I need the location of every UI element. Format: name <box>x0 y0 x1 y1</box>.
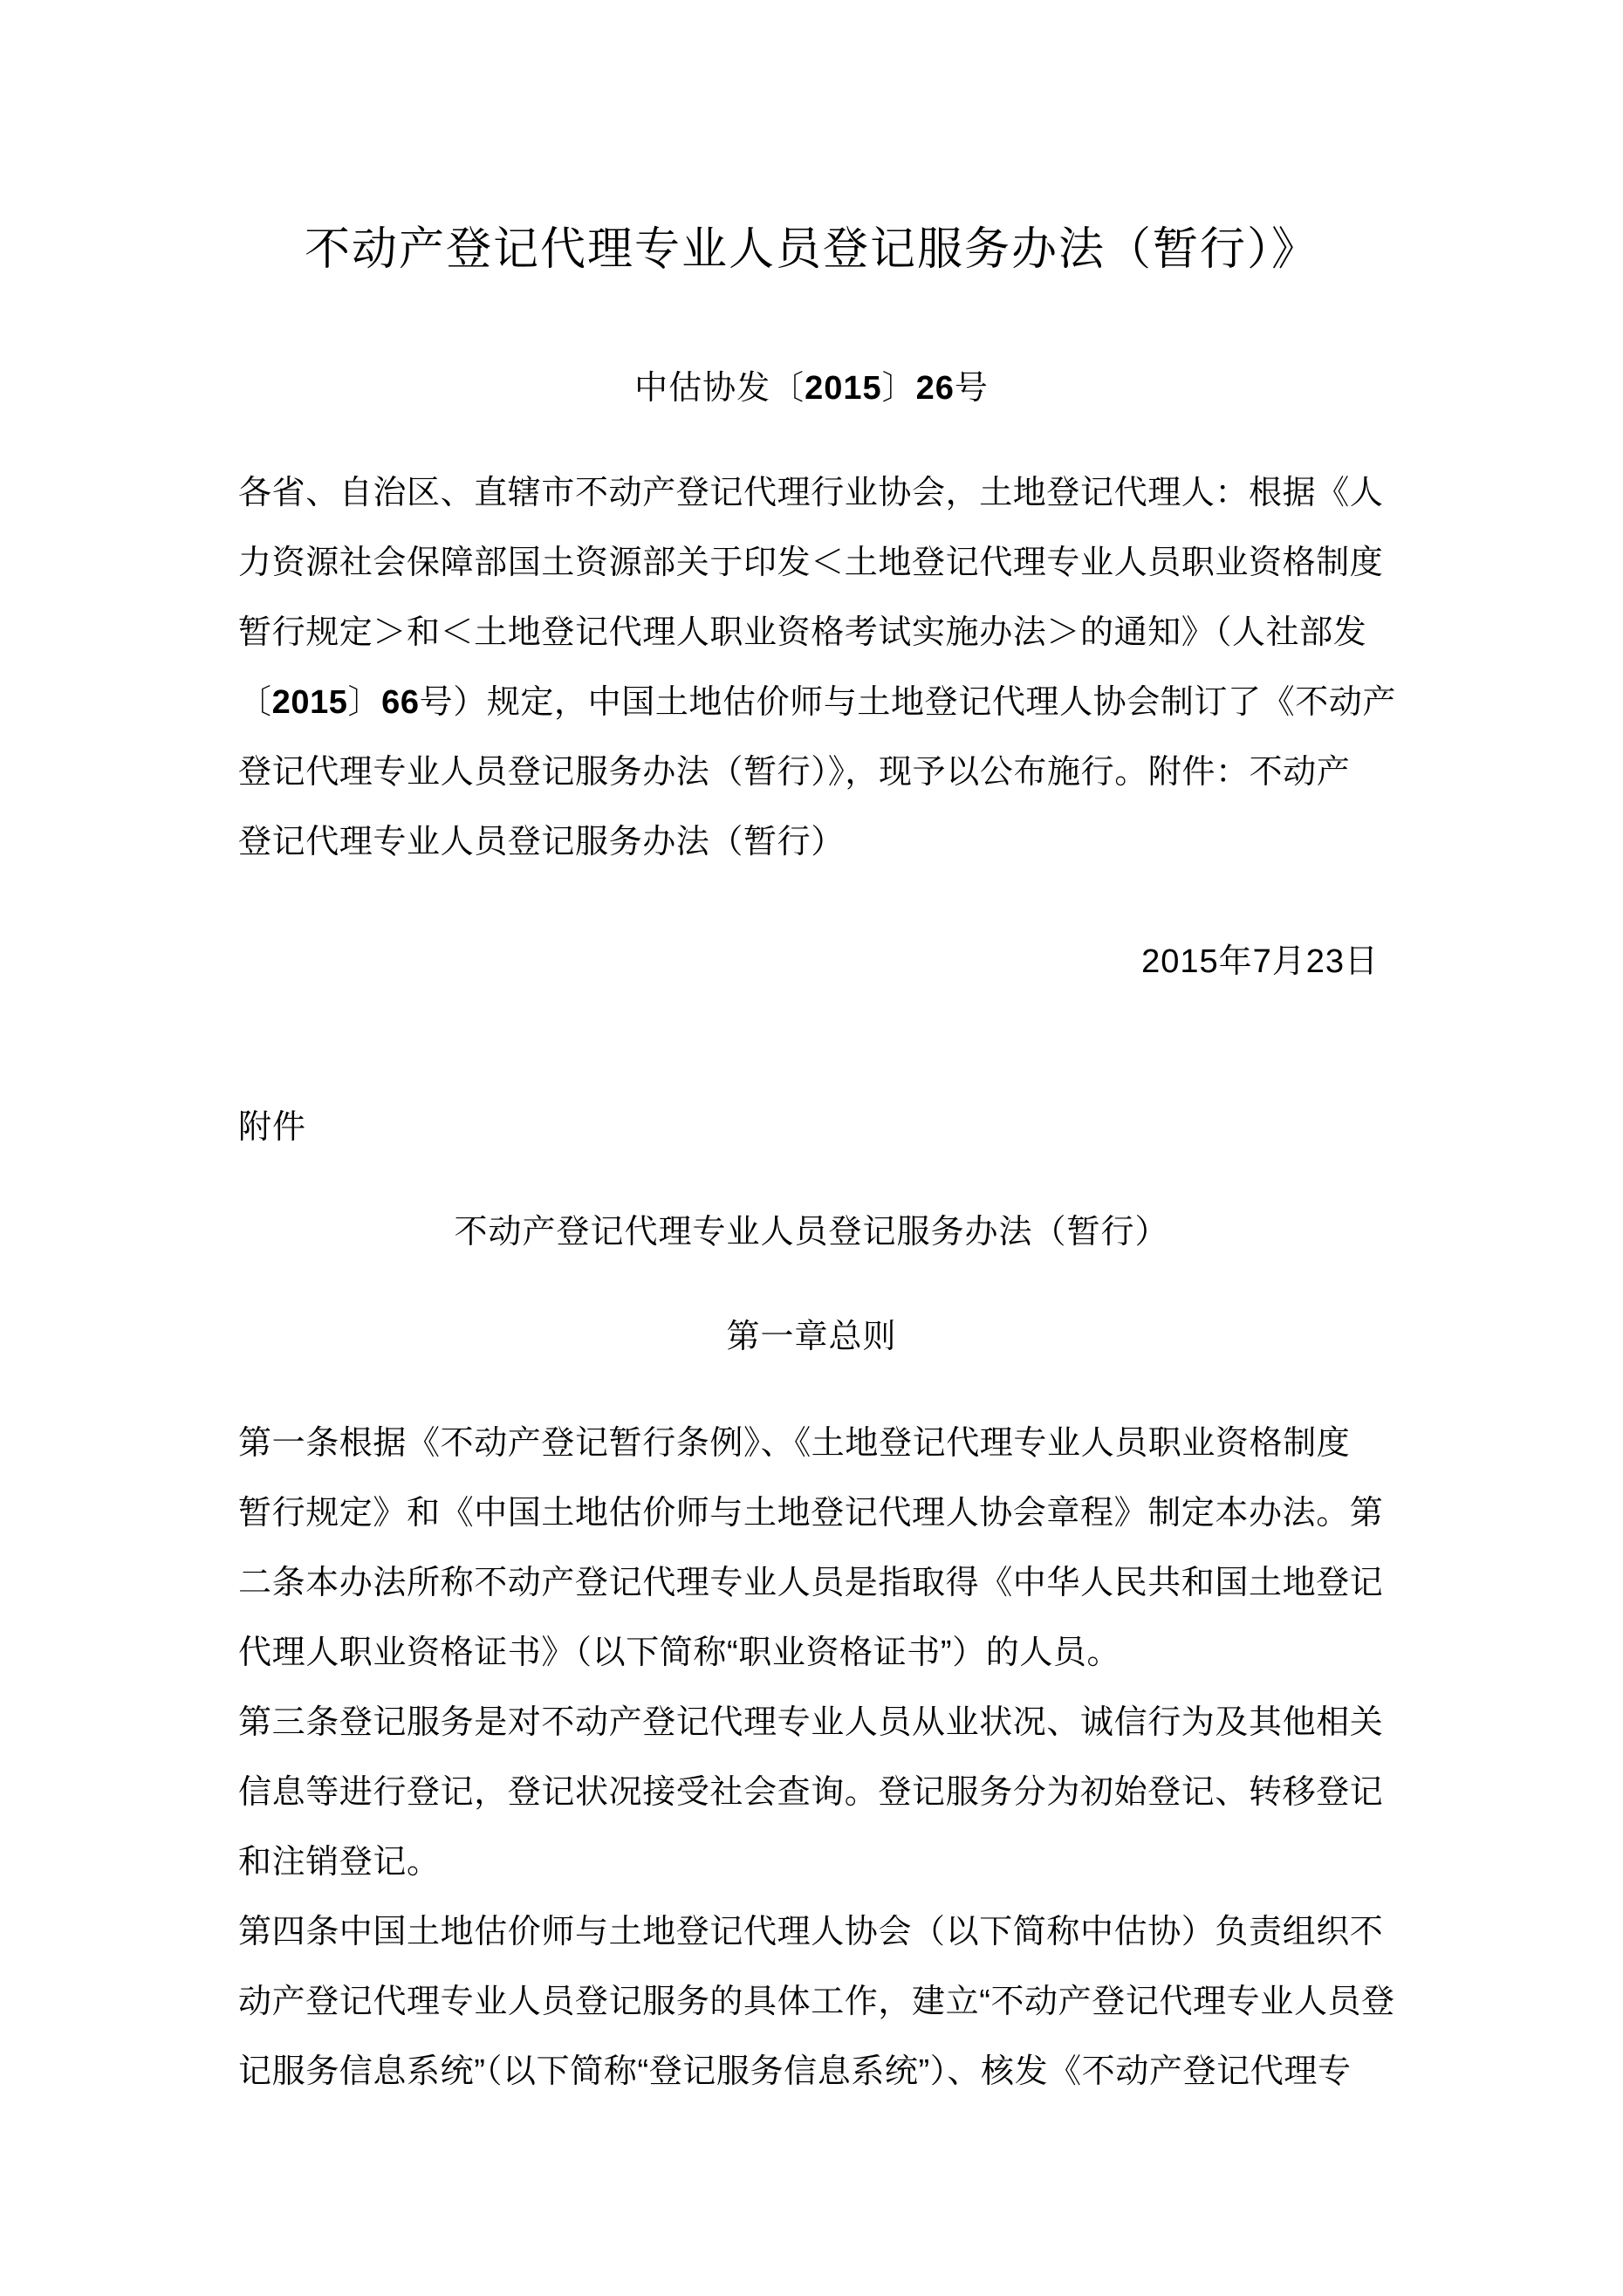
text-line: 记服务信息系统”（以下简称“登记服务信息系统”）、核发《不动产登记代理专 <box>238 2053 1352 2090</box>
text-line: 代理人职业资格证书》（以下简称“职业资格证书”）的人员。 <box>238 1635 1121 1671</box>
doc-number-serial: 26 <box>915 370 955 407</box>
text-segment: 〔 <box>238 684 272 721</box>
doc-number-bracket: 〕 <box>881 370 916 407</box>
body-paragraphs <box>238 1408 1395 2107</box>
intro-paragraph <box>238 458 1397 877</box>
text-line: 暂行规定》和《中国土地估价师与土地登记代理人协会章程》制定本办法。第 <box>238 1495 1384 1532</box>
text-line: 暂行规定＞和＜土地登记代理人职业资格考试实施办法＞的通知》（人社部发 <box>238 614 1367 651</box>
attachment-label: 附件 <box>238 1109 307 1146</box>
text-line: 力资源社会保障部国土资源部关于印发＜土地登记代理专业人员职业资格制度 <box>238 545 1384 581</box>
text-line: 二条本办法所称不动产登记代理专业人员是指取得《中华人民共和国土地登记 <box>238 1565 1384 1601</box>
text-line: 各省、自治区、直辖市不动产登记代理行业协会，土地登记代理人：根据《人 <box>238 475 1384 511</box>
text-line: 第一条根据《不动产登记暂行条例》、《土地登记代理专业人员职业资格制度 <box>238 1425 1351 1462</box>
doc-number-suffix: 号 <box>954 370 989 407</box>
text-line: 动产登记代理专业人员登记服务的具体工作，建立“不动产登记代理专业人员登 <box>238 1984 1395 2020</box>
bold-number-segment: 2015 <box>271 684 348 721</box>
document-title: 不动产登记代理专业人员登记服务办法（暂行）》 <box>304 224 1318 275</box>
bold-number-segment: 66 <box>381 684 420 721</box>
text-line: 和注销登记。 <box>238 1844 441 1881</box>
doc-number-prefix: 中估协发〔 <box>634 370 805 407</box>
issue-date: 2015年7月23日 <box>1141 943 1379 980</box>
text-line: 登记代理专业人员登记服务办法（暂行）》，现予以公布施行。附件：不动产 <box>238 754 1351 791</box>
text-line: 登记代理专业人员登记服务办法（暂行） <box>238 824 845 860</box>
text-line: 第三条登记服务是对不动产登记代理专业人员从业状况、诚信行为及其他相关 <box>238 1704 1384 1741</box>
chapter-one-heading: 第一章总则 <box>726 1319 897 1355</box>
text-line: 信息等进行登记，登记状况接受社会查询。登记服务分为初始登记、转移登记 <box>238 1774 1384 1811</box>
text-segment: 号）规定，中国土地估价师与土地登记代理人协会制订了《不动产 <box>419 684 1397 721</box>
document-number <box>0 362 1623 415</box>
text-segment: 〕 <box>347 684 382 721</box>
text-line <box>238 668 1397 737</box>
doc-number-year: 2015 <box>805 370 882 407</box>
text-line: 第四条中国土地估价师与土地登记代理人协会（以下简称中估协）负责组织不 <box>238 1914 1384 1950</box>
attachment-title: 不动产登记代理专业人员登记服务办法（暂行） <box>454 1214 1169 1251</box>
